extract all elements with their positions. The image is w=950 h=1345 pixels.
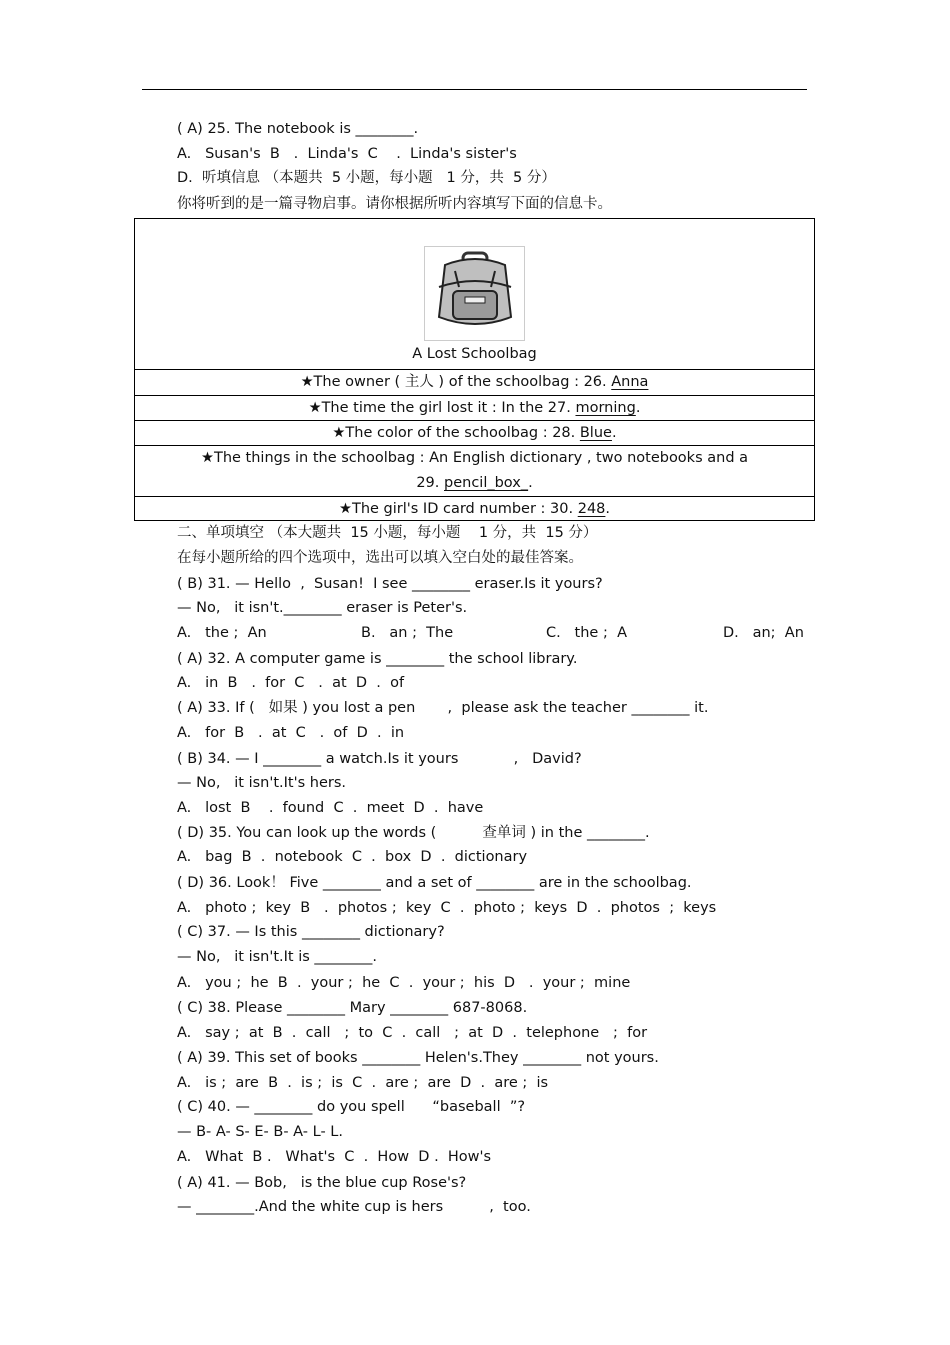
q39-options: A. is ; are B . is ; is C . are ; are D . are ; is: [177, 1075, 549, 1091]
q31-stem: ( B) 31. — Hello , Susan! I see ________ eraser.Is it yours?: [177, 576, 603, 592]
q37-stem: ( C) 37. — Is this ________ dictionary?: [177, 924, 445, 940]
q37-stem2: — No, it isn't.It is ________.: [177, 949, 378, 965]
section-d-title: D. 听填信息 （本题共 5 小题，每小题 1 分，共 5 分）: [177, 170, 556, 186]
card-row-id: ★The girl's ID card number : 30. 248.: [135, 496, 814, 525]
schoolbag-image: [424, 246, 525, 341]
section-d-instruction: 你将听到的是一篇寻物启事。请你根据所听内容填写下面的信息卡。: [177, 196, 612, 212]
answer-26: Anna: [611, 374, 649, 390]
info-card: [134, 218, 815, 521]
q25-stem: ( A) 25. The notebook is ________.: [177, 121, 419, 137]
card-row-owner: ★The owner ( 主人 ) of the schoolbag : 26. Anna: [135, 369, 814, 398]
q41-stem: ( A) 41. — Bob, is the blue cup Rose's?: [177, 1175, 467, 1191]
q40-options: A. What B . What's C . How D . How's: [177, 1149, 492, 1165]
q34-options: A. lost B . found C . meet D . have: [177, 800, 484, 816]
q40-stem: ( C) 40. — ________ do you spell “baseball ”?: [177, 1099, 526, 1115]
q25-options: A. Susan's B . Linda's C . Linda's sister's: [177, 146, 517, 162]
q36-stem: ( D) 36. Look！ Five ________ and a set of ________ are in the schoolbag.: [177, 875, 692, 891]
q35-options: A. bag B . notebook C . box D . dictionary: [177, 849, 528, 865]
q34-stem: ( B) 34. — I ________ a watch.Is it yours , David?: [177, 751, 582, 767]
q41-stem2: — ________.And the white cup is hers , too.: [177, 1199, 531, 1215]
q39-stem: ( A) 39. This set of books ________ Helen's.They ________ not yours.: [177, 1050, 659, 1066]
q38-stem: ( C) 38. Please ________ Mary ________ 687-8068.: [177, 1000, 528, 1016]
q32-options: A. in B . for C . at D . of: [177, 675, 405, 691]
card-row-time: ★The time the girl lost it : In the 27. morning.: [135, 395, 814, 424]
answer-28: Blue: [579, 425, 612, 441]
card-row-things: ★The things in the schoolbag : An English dictionary , two notebooks and a 29. pencil_box_.: [135, 445, 814, 499]
answer-27: morning: [575, 400, 636, 416]
section-2-instruction: 在每小题所给的四个选项中，选出可以填入空白处的最佳答案。: [177, 550, 583, 566]
q34-stem2: — No, it isn't.It's hers.: [177, 775, 346, 791]
answer-30: 248: [577, 501, 606, 517]
q37-options: A. you ; he B . your ; he C . your ; his D . your ; mine: [177, 975, 631, 991]
q31-option-b: B. an ; The: [361, 625, 454, 641]
header-rule: [142, 89, 807, 90]
q35-stem: ( D) 35. You can look up the words ( 查单词 ) in the ________.: [177, 825, 650, 841]
q31-option-a: A. the ; An: [177, 625, 267, 641]
q36-options: A. photo ; key B . photos ; key C . photo ; keys D . photos ; keys: [177, 900, 717, 916]
card-row-color: ★The color of the schoolbag : 28. Blue.: [135, 420, 814, 449]
q31-stem2: — No, it isn't.________ eraser is Peter's.: [177, 600, 468, 616]
q31-option-d: D. an; An: [723, 625, 804, 641]
q31-option-c: C. the ; A: [546, 625, 627, 641]
q33-stem: ( A) 33. If ( 如果 ) you lost a pen , please ask the teacher ________ it.: [177, 700, 709, 716]
q40-stem2: — B- A- S- E- B- A- L- L.: [177, 1124, 343, 1140]
section-2-title: 二、单项填空 （本大题共 15 小题，每小题 1 分，共 15 分）: [177, 525, 598, 541]
q38-options: A. say ; at B . call ; to C . call ; at D . telephone ; for: [177, 1025, 648, 1041]
card-caption: A Lost Schoolbag: [412, 346, 537, 362]
q33-options: A. for B . at C . of D . in: [177, 725, 405, 741]
q32-stem: ( A) 32. A computer game is ________ the school library.: [177, 651, 578, 667]
answer-29: pencil_box_: [444, 475, 529, 491]
